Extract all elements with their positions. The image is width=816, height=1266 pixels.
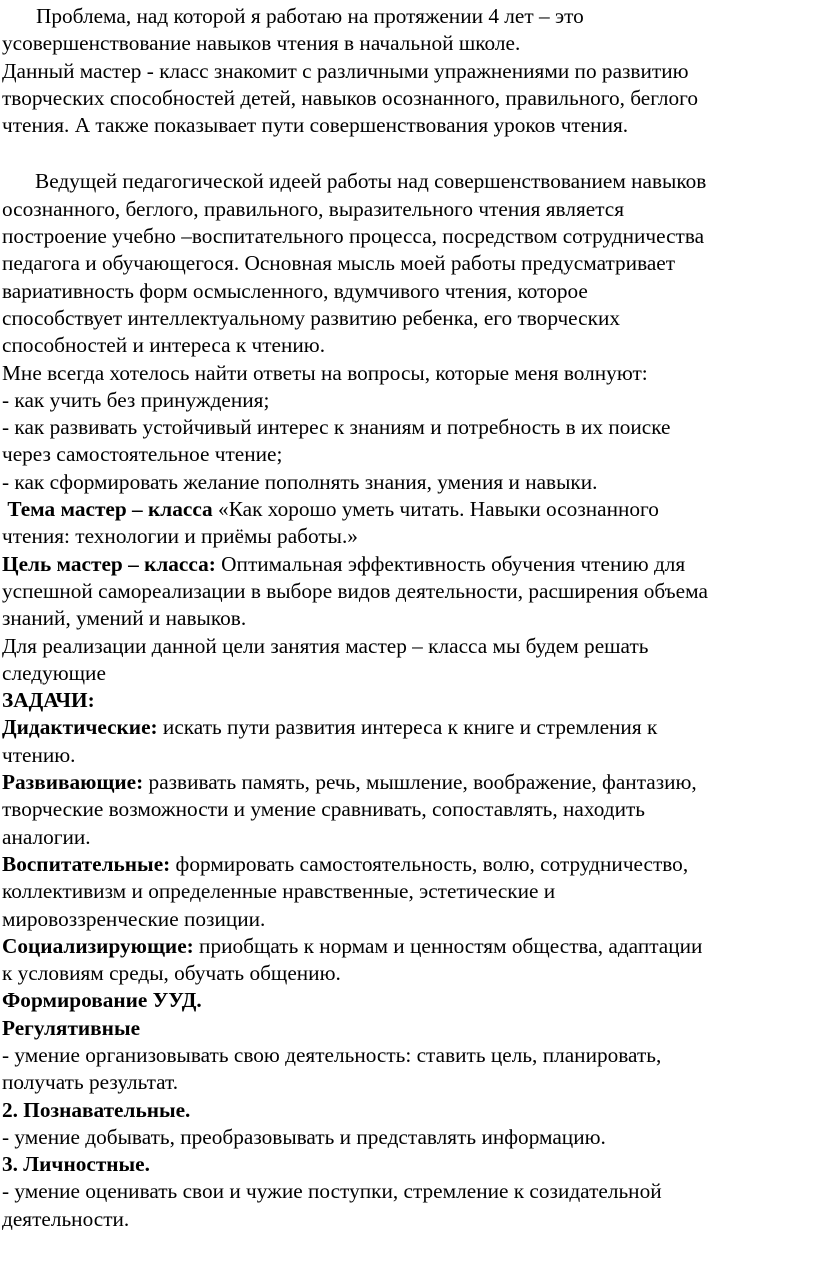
idea-line-4: педагога и обучающегося. Основная мысль моей работы предусматривает: [2, 251, 676, 276]
educational-label: Воспитательные:: [2, 851, 171, 876]
goal-text-2: успешной самореализации в выборе видов деятельности, расширения объема: [2, 578, 708, 603]
educational-line-1: [2, 851, 814, 878]
social-label: Социализирующие:: [2, 933, 194, 958]
social-text-2: к условиям среды, обучать общению.: [2, 961, 341, 986]
question-3: - как сформировать желание пополнять знания, умения и навыки.: [2, 469, 598, 494]
cognitive-text: - умение добывать, преобразовывать и представлять информацию.: [2, 1124, 606, 1149]
topic-text-1: «Как хорошо уметь читать. Навыки осознанного: [212, 497, 659, 522]
didactic-line-1: [2, 714, 814, 741]
social-line-1: [2, 933, 814, 960]
regulative-text-1: - умение организовывать свою деятельность: ставить цель, планировать,: [2, 1042, 662, 1067]
intro-line-4: творческих способностей детей, навыков осознанного, правильного, беглого: [2, 85, 699, 110]
question-2b: через самостоятельное чтение;: [2, 442, 283, 467]
topic-label: Тема мастер – класса: [7, 497, 213, 522]
idea-line-2: осознанного, беглого, правильного, выразительного чтения является: [2, 196, 625, 221]
uud-heading: Формирование УУД.: [2, 988, 202, 1013]
intro-line-3: Данный мастер - класс знакомит с различными упражнениями по развитию: [2, 58, 689, 83]
questions-intro: Мне всегда хотелось найти ответы на вопросы, которые меня волнуют:: [2, 360, 648, 385]
intro-line-5: чтения. А также показывает пути совершенствования уроков чтения.: [2, 113, 629, 138]
didactic-label: Дидактические:: [2, 715, 158, 740]
personal-text-1: - умение оценивать свои и чужие поступки, стремление к созидательной: [2, 1179, 662, 1204]
topic-text-2: чтения: технологии и приёмы работы.»: [2, 524, 358, 549]
idea-line-7: способностей и интереса к чтению.: [2, 333, 326, 358]
idea-line-5: вариативность форм осмысленного, вдумчивого чтения, которое: [2, 278, 588, 303]
question-1: - как учить без принуждения;: [2, 387, 270, 412]
goal-line-1: [2, 551, 814, 578]
personal-text-2: деятельности.: [2, 1206, 130, 1231]
tasks-heading: ЗАДАЧИ:: [2, 688, 95, 713]
tasks-intro-2: следующие: [2, 660, 106, 685]
paragraph-gap: [2, 139, 814, 168]
didactic-text-2: чтению.: [2, 742, 76, 767]
cognitive-heading: 2. Познавательные.: [2, 1097, 191, 1122]
topic-line-1: [2, 496, 814, 523]
developing-text-2: творческие возможности и умение сравнивать, сопоставлять, находить: [2, 797, 646, 822]
idea-line-6: способствует интеллектуальному развитию ребенка, его творческих: [2, 305, 620, 330]
educational-text-1: формировать самостоятельность, волю, сотрудничество,: [170, 851, 689, 876]
question-2a: - как развивать устойчивый интерес к знаниям и потребность в их поиске: [2, 415, 671, 440]
goal-label: Цель мастер – класса:: [2, 551, 216, 576]
idea-line-3: построение учебно –воспитательного процесса, посредством сотрудничества: [2, 224, 705, 249]
intro-line-1: Проблема, над которой я работаю на протяжении 4 лет – это: [36, 4, 584, 28]
developing-text-3: аналогии.: [2, 824, 91, 849]
social-text-1: приобщать к нормам и ценностям общества, адаптации: [193, 933, 703, 958]
regulative-text-2: получать результат.: [2, 1070, 179, 1095]
developing-line-1: [2, 769, 814, 796]
developing-label: Развивающие:: [2, 770, 144, 795]
developing-text-1: развивать память, речь, мышление, воображение, фантазию,: [143, 770, 697, 795]
regulative-heading: Регулятивные: [2, 1015, 141, 1040]
personal-heading: 3. Личностные.: [2, 1152, 150, 1177]
goal-text-1: Оптимальная эффективность обучения чтению для: [215, 551, 686, 576]
educational-text-3: мировоззренческие позиции.: [2, 906, 266, 931]
tasks-intro-1: Для реализации данной цели занятия мастер – класса мы будем решать: [2, 633, 649, 658]
goal-text-3: знаний, умений и навыков.: [2, 606, 247, 631]
intro-line-2: усовершенствование навыков чтения в начальной школе.: [2, 31, 521, 56]
idea-line-1: Ведущей педагогической идеей работы над совершенствованием навыков: [35, 169, 707, 194]
didactic-text-1: искать пути развития интереса к книге и стремления к: [157, 715, 658, 740]
educational-text-2: коллективизм и определенные нравственные, эстетические и: [2, 879, 556, 904]
